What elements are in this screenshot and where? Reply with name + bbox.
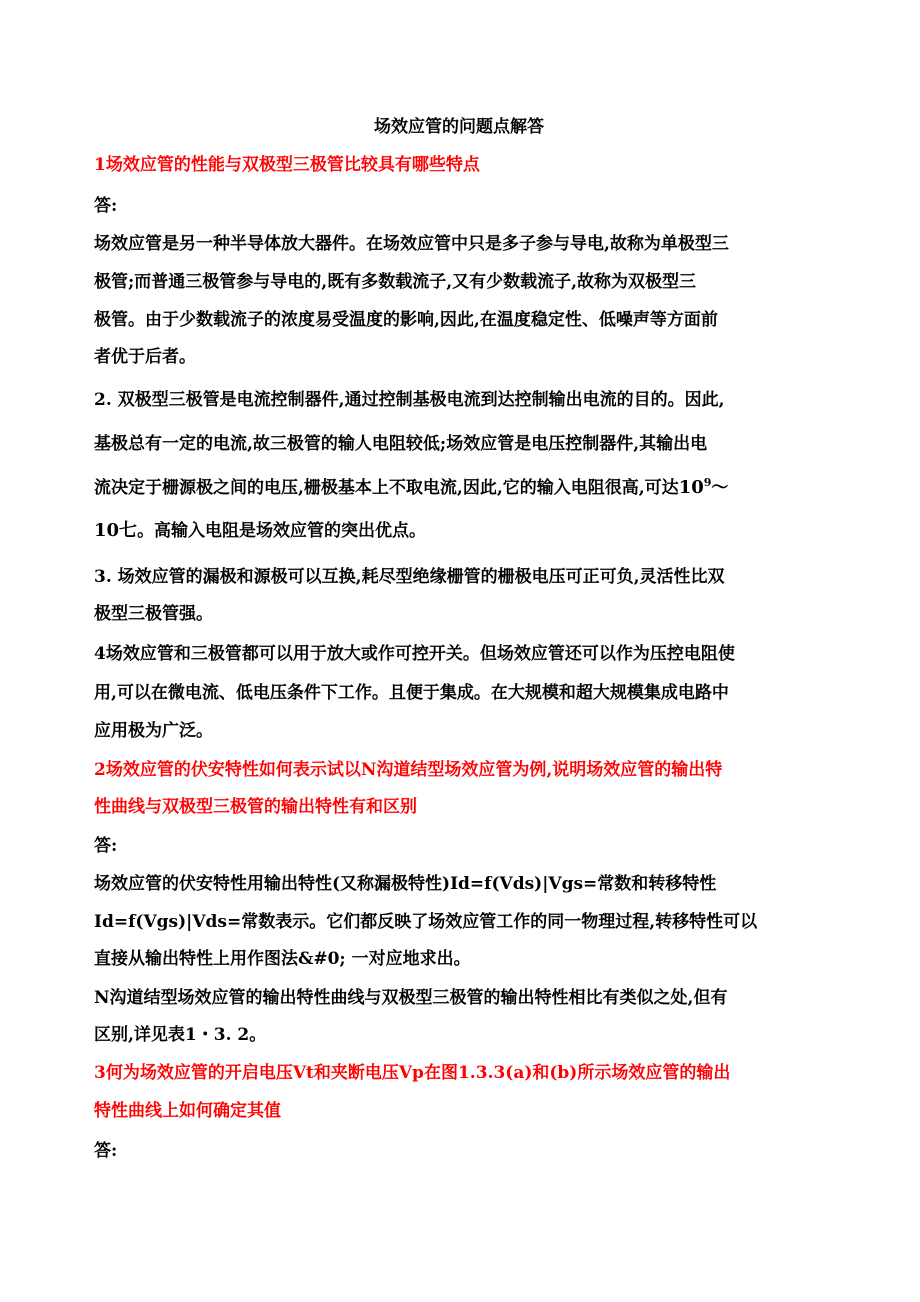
q1-paragraph-4-line-1: 4场效应管和三极管都可以用于放大或作可控开关。但场效应管还可以作为压控电阻使 bbox=[94, 644, 735, 664]
question-2-line-1: 2场效应管的伏安特性如何表示试以N沟道结型场效应管为例,说明场效应管的输出特 bbox=[94, 760, 723, 780]
document-title: 场效应管的问题点解答 bbox=[374, 117, 544, 137]
question-3-line-2: 特性曲线上如何确定其值 bbox=[94, 1101, 281, 1121]
q1-paragraph-4-line-2: 用,可以在微电流、低电压条件下工作。且便于集成。在大规模和超大规模集成电路中 bbox=[94, 683, 729, 703]
question-2-line-2: 性曲线与双极型三极管的输出特性有和区别 bbox=[94, 797, 417, 817]
q1-paragraph-2-line-3-text: 流决定于栅源极之间的电压,栅极基本上不取电流,因此,它的输入电阻很高,可达 bbox=[94, 478, 679, 498]
q2-paragraph-1-line-3: 直接从输出特性上用作图法&#0; 一对应地求出。 bbox=[94, 949, 471, 969]
q1-paragraph-1-line-2: 极管;而普通三极管参与导电的,既有多数载流子,又有少数载流子,故称为双极型三 bbox=[94, 272, 697, 292]
resistance-upper-value: 10七 bbox=[94, 520, 138, 541]
q1-paragraph-1-line-3: 极管。由于少数载流子的浓度易受温度的影响,因此,在温度稳定性、低噪声等方面前 bbox=[94, 310, 718, 330]
q1-paragraph-3-line-2: 极型三极管强。 bbox=[94, 604, 213, 624]
q2-paragraph-1-line-1: 场效应管的伏安特性用输出特性(又称漏极特性)Id=f(Vds)|Vgs=常数和转移特性 bbox=[94, 874, 717, 894]
answer-label-2: 答: bbox=[94, 836, 118, 856]
q1-paragraph-1-line-4: 者优于后者。 bbox=[94, 347, 196, 367]
q2-paragraph-1-line-2: Id=f(Vgs)|Vds=常数表示。它们都反映了场效应管工作的同一物理过程,转移特性可以 bbox=[94, 912, 758, 932]
question-1: 1场效应管的性能与双极型三极管比较具有哪些特点 bbox=[94, 155, 480, 175]
q1-paragraph-2-line-4-text: 。高输入电阻是场效应管的突出优点。 bbox=[137, 521, 427, 541]
question-3-line-1: 3何为场效应管的开启电压Vt和夹断电压Vp在图1.3.3(a)和(b)所示场效应管的输出 bbox=[94, 1063, 731, 1083]
q1-paragraph-2-line-3 bbox=[94, 477, 728, 499]
answer-label-1: 答: bbox=[94, 196, 118, 216]
q1-paragraph-1-line-1: 场效应管是另一种半导体放大器件。在场效应管中只是多子参与导电,故称为单极型三 bbox=[94, 234, 729, 254]
range-tilde: 〜 bbox=[711, 478, 729, 498]
q1-paragraph-4-line-3: 应用极为广泛。 bbox=[94, 721, 213, 741]
q1-paragraph-2-line-1: 2. 双极型三极管是电流控制器件,通过控制基极电流到达控制输出电流的目的。因此, bbox=[94, 390, 725, 410]
q1-paragraph-3-line-1: 3. 场效应管的漏极和源极可以互换,耗尽型绝缘栅管的栅极电压可正可负,灵活性比双 bbox=[94, 567, 725, 587]
answer-label-3: 答: bbox=[94, 1141, 118, 1161]
resistance-exponent: 9 bbox=[703, 476, 712, 489]
q2-paragraph-2-line-2: 区别,详见表1・3. 2。 bbox=[94, 1025, 267, 1045]
q2-paragraph-2-line-1: N沟道结型场效应管的输出特性曲线与双极型三极管的输出特性相比有类似之处,但有 bbox=[94, 988, 728, 1008]
resistance-base: 10 bbox=[678, 477, 704, 498]
q1-paragraph-2-line-2: 基极总有一定的电流,故三极管的输人电阻较低;场效应管是电压控制器件,其输出电 bbox=[94, 434, 708, 454]
q1-paragraph-2-line-4 bbox=[94, 520, 426, 542]
